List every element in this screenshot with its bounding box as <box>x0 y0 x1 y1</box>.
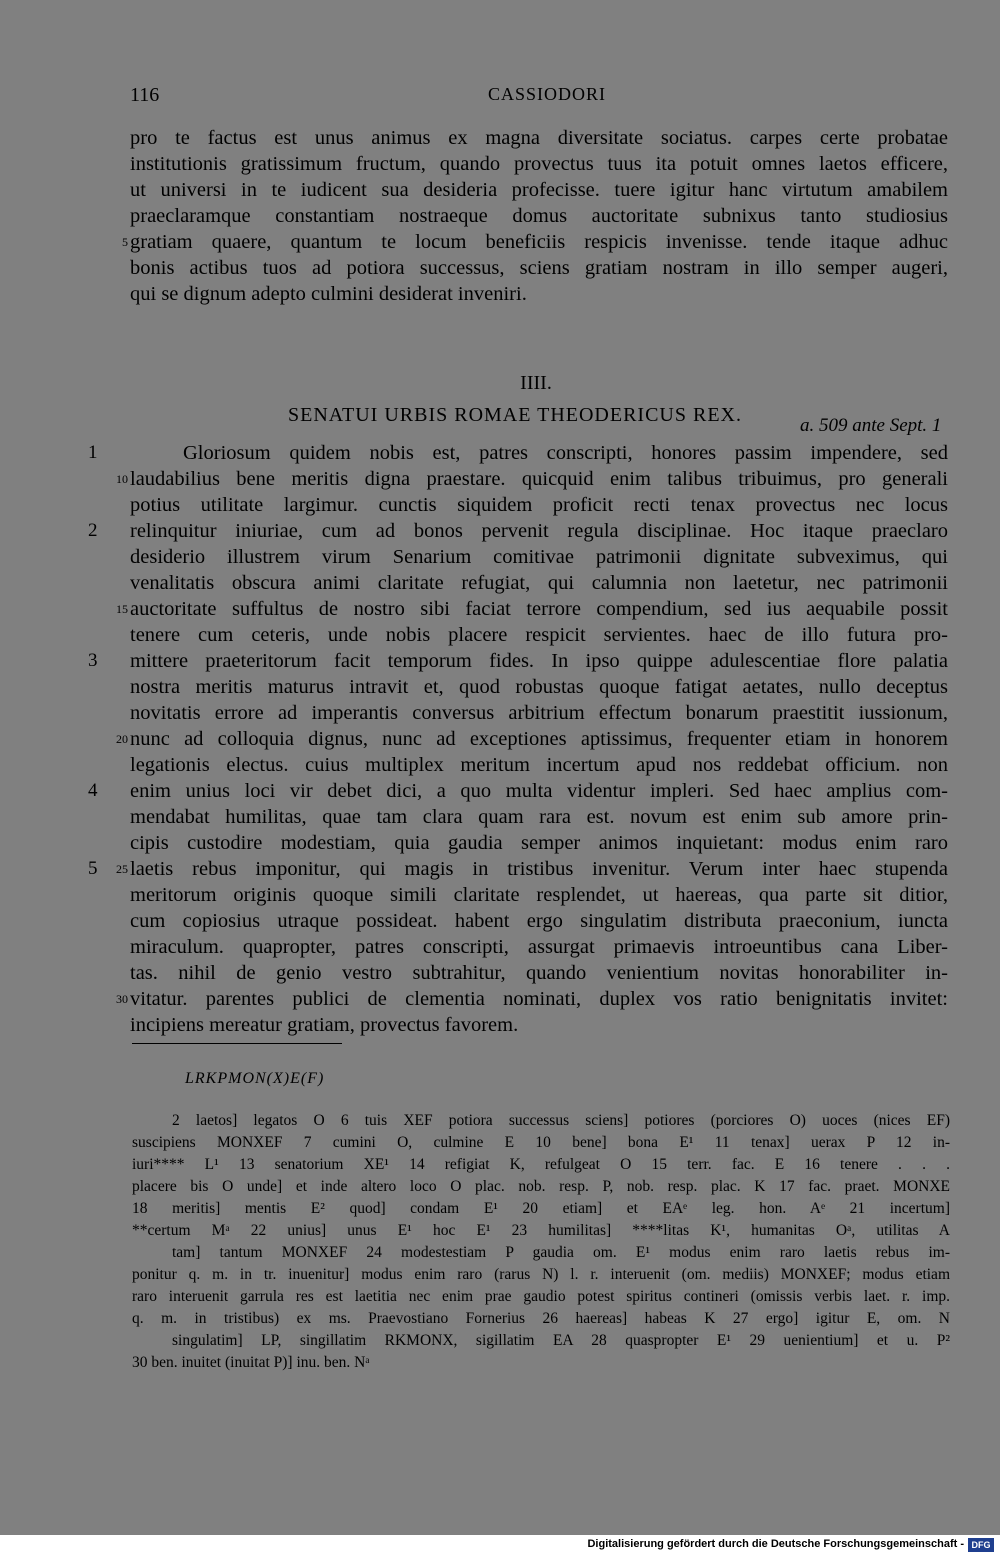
text-line: incipiens mereatur gratiam, provectus favorem. <box>130 1014 519 1036</box>
section-number: 2 <box>88 520 98 541</box>
text-line: bonis actibus tuos ad potiora successus, sciens gratiam nostram in illo semper augeri, <box>130 257 948 279</box>
text-line: venalitatis obscura animi claritate refugiat, qui calumnia non laetetur, nec patrimonii <box>130 572 948 594</box>
apparatus-line: tam] tantum MONXEF 24 modestestiam P gaudia om. E¹ modus enim raro laetis rebus im- <box>172 1244 950 1261</box>
text-line: legationis electus. cuius multiplex meritum incertum apud nos reddebat officium. non <box>130 754 948 776</box>
dfg-logo-icon: DFG <box>968 1538 994 1552</box>
section-number: 5 <box>88 858 98 879</box>
text-line: mendabat humilitas, quae tam clara quam rara est. novum est enim sub amore prin- <box>130 806 948 828</box>
text-line: enim unius loci vir debet dici, a quo multa videntur impleri. Sed haec amplius com- <box>130 780 948 802</box>
page-header <box>130 84 950 110</box>
text-line: meritorum originis quoque simili claritate resplendet, ut haereas, qua parte sit ditior, <box>130 884 948 906</box>
footnote-rule <box>132 1043 342 1044</box>
section-number: 1 <box>88 442 98 463</box>
text-line: Gloriosum quidem nobis est, patres conscripti, honores passim impendere, sed <box>183 442 948 464</box>
letter-title: SENATUI URBIS ROMAE THEODERICUS REX. <box>288 404 742 426</box>
footer-bar <box>0 1535 1000 1555</box>
apparatus-line: raro interuenit garrula res est laetitia nec enim prae gaudio potest spiritus contineri (omissis verbis laet. r. imp. <box>132 1288 950 1305</box>
running-title: CASSIODORI <box>488 84 607 104</box>
apparatus-line: 30 ben. inuitet (inuitat P)] inu. ben. Nᵃ <box>132 1354 370 1371</box>
text-line: potius utilitate largimur. cunctis siquidem proficit recti tenax provectus nec locus <box>130 494 948 516</box>
text-line: miraculum. quapropter, patres conscripti, assurgat primaevis introeuntibus cana Liber- <box>130 936 948 958</box>
text-line: novitatis errore ad imperantis conversus arbitrium effectum bonarum praestitit iussionum, <box>130 702 948 724</box>
line-number: 10 <box>116 472 128 486</box>
text-line: desiderio illustrem virum Senarium comitivae patrimonii dignitate subveximus, qui <box>130 546 948 568</box>
text-line: laudabilius bene meritis digna praestare. quicquid enim talibus tribuimus, pro generali <box>130 468 948 490</box>
line-number: 20 <box>116 732 128 746</box>
text-line: tenere cum ceteris, unde nobis placere respicit servientes. haec de illo futura pro- <box>130 624 948 646</box>
text-line: nostra meritis maturus intravit et, quod robustas quoque fatigat aetates, nullo deceptus <box>130 676 948 698</box>
text-line: mittere praeteritorum facit temporum fides. In ipso quippe adulescentiae flore palatia <box>130 650 948 672</box>
section-number: 4 <box>88 780 98 801</box>
text-line: cum copiosius utraque possideat. habent ergo singulatim distributa praeconium, iuncta <box>130 910 948 932</box>
line-number: 5 <box>122 235 128 249</box>
line-number: 30 <box>116 992 128 1006</box>
text-line: praeclaramque constantiam nostraeque domus auctoritate subnixus tanto studiosius <box>130 205 948 227</box>
letter-date: a. 509 ante Sept. 1 <box>800 415 942 436</box>
line-number: 15 <box>116 602 128 616</box>
apparatus-line: ponitur q. m. in tr. inuenitur] modus enim raro (rarus N) l. r. interuenit (om. mediis) MONXEF; modus etiam <box>132 1266 950 1283</box>
text-line: gratiam quaere, quantum te locum beneficiis respicis invenisse. tende itaque adhuc <box>130 231 948 253</box>
apparatus-line: placere bis O unde] et inde altero loco O plac. nob. resp. P, nob. resp. plac. K 17 fac. praet. MONXE <box>132 1178 950 1195</box>
text-line: nunc ad colloquia dignus, nunc ad exceptiones aptissimus, frequenter etiam in honorem <box>130 728 948 750</box>
text-line: auctoritate suffultus de nostro sibi faciat terrore compendium, sed ius aequabile possit <box>130 598 948 620</box>
apparatus-line: iuri**** L¹ 13 senatorium XE¹ 14 refigiat K, refulgeat O 15 terr. fac. E 16 tenere . . . <box>132 1156 950 1173</box>
text-line: relinquitur iniuriae, cum ad bonos pervenit regula disciplinae. Hoc itaque praeclaro <box>130 520 948 542</box>
apparatus-line: **certum Mᵃ 22 unius] unus E¹ hoc E¹ 23 humilitas] ****litas K¹, humanitas Oᵃ, utilitas A <box>132 1222 950 1239</box>
line-number: 25 <box>116 862 128 876</box>
text-line: qui se dignum adepto culmini desiderat inveniri. <box>130 283 527 305</box>
footer-credit: Digitalisierung gefördert durch die Deutsche Forschungsgemeinschaft - <box>587 1538 964 1550</box>
apparatus-line: singulatim] LP, singillatim RKMONX, sigillatim EA 28 quaspropter E¹ 29 uenientium] et u. P² <box>172 1332 950 1349</box>
manuscript-sigla: LRKPMON(X)E(F) <box>185 1070 325 1087</box>
text-line: institutionis gratissimum fructum, quando provectus tuus ita potuit omnes laetos efficere, <box>130 153 948 175</box>
apparatus-line: q. m. in tristibus) ex ms. Praevostiano Fornerius 26 haereas] habeas K 27 ergo] igitur E, om. N <box>132 1310 950 1327</box>
page-number: 116 <box>130 84 160 106</box>
text-line: ut universi in te iudicent sua desideria profecisse. tuere igitur hanc virtutum amabilem <box>130 179 948 201</box>
text-line: tas. nihil de genio vestro subtrahitur, quando venientium novitas honorabiliter in- <box>130 962 948 984</box>
apparatus-line: suscipiens MONXEF 7 cumini O, culmine E 10 bene] bona E¹ 11 tenax] uerax P 12 in- <box>132 1134 950 1151</box>
apparatus-line: 18 meritis] mentis E² quod] condam E¹ 20 etiam] et EAᵉ leg. hon. Aᵉ 21 incertum] <box>132 1200 950 1217</box>
letter-number: IIII. <box>520 372 552 394</box>
text-line: cipis custodire modestiam, quia gaudia semper animos inquietant: modus enim raro <box>130 832 948 854</box>
section-number: 3 <box>88 650 98 671</box>
apparatus-line: 2 laetos] legatos O 6 tuis XEF potiora successus sciens] potiores (porciores O) uoces (nices EF) <box>172 1112 950 1129</box>
text-line: vitatur. parentes publici de clementia nominati, duplex vos ratio benignitatis invitet: <box>130 988 948 1010</box>
text-line: laetis rebus imponitur, qui magis in tristibus invenitur. Verum inter haec stupenda <box>130 858 948 880</box>
text-line: pro te factus est unus animus ex magna diversitate sociatus. carpes certe probatae <box>130 127 948 149</box>
